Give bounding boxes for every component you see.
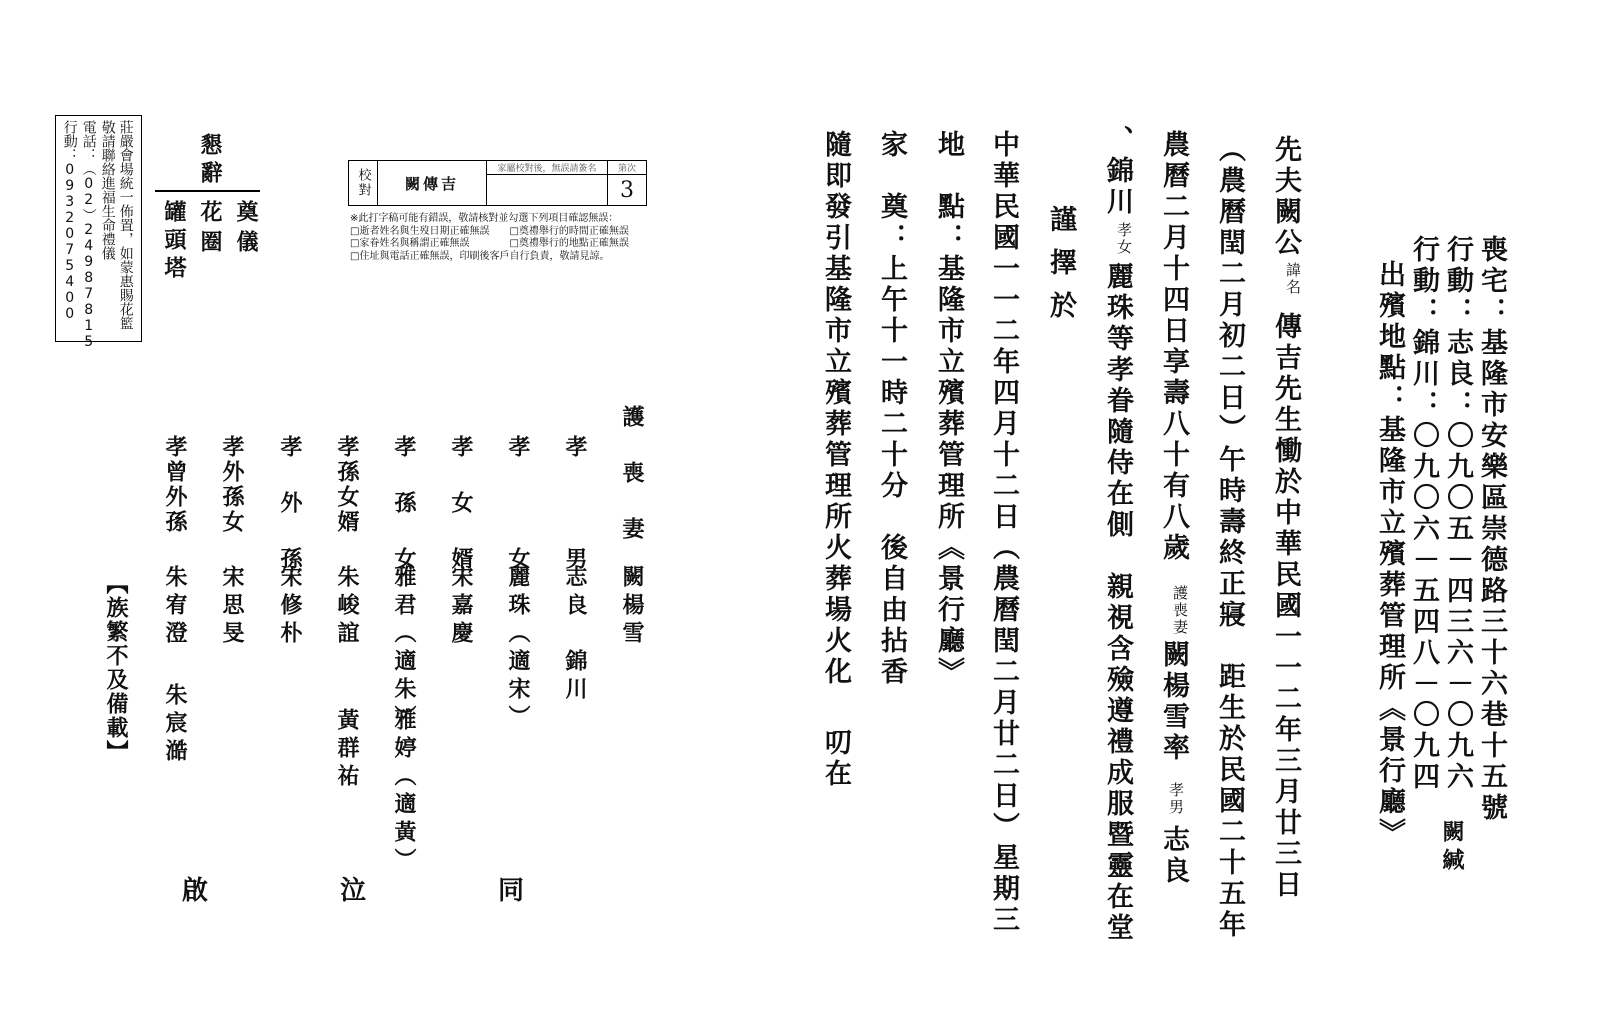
obituary-col-3-note2: 孝男 <box>1167 782 1185 816</box>
obituary-col-2: （農曆閏二月初二日）午時壽終正寢 距生於民國二十五年 <box>1214 135 1245 941</box>
obituary-col-7: 地 點：基隆市立殯葬管理所《景行廳》 <box>933 130 964 688</box>
mourner-relation-9: 孝曾外孫 <box>162 435 187 535</box>
obituary-col-6: 中華民國一一二年四月十二日（農曆閏二月廿二日）星期三 <box>988 130 1019 936</box>
gift-header: 懇辭 <box>197 133 222 189</box>
obituary-col-1b: 傳吉先生慟於中華民國一一二年三月廿三日 <box>1270 312 1301 901</box>
gift-divider <box>155 190 260 192</box>
mourner-relation-1: 護 喪 妻 <box>619 405 644 545</box>
mourner-names-3: 麗珠（適宋） <box>505 565 530 733</box>
mobile-line-2: 行動：錦川：〇九〇六－五四八－〇九四 <box>1408 235 1439 793</box>
mourner-relation-4: 孝 女 婿 <box>448 435 473 575</box>
mobile-line-1: 行動：志良：〇九〇五－四三六－〇九六 <box>1442 235 1473 793</box>
obituary-col-4a: 、錦川 <box>1102 125 1133 218</box>
mourner-relation-8: 孝外孫女 <box>219 435 244 535</box>
mourner-names-9b: 朱宸澔 <box>162 683 187 767</box>
obituary-col-3-name: 闕楊雪率 <box>1158 640 1189 764</box>
funeral-location-line: 出殯地點：基隆市立殯葬管理所《景行廳》 <box>1374 260 1405 849</box>
signoff: 闕緘 <box>1439 820 1464 876</box>
proof-note-3: □家眷姓名與稱謂正確無誤 □奠禮舉行的地點正確無誤 <box>350 238 629 249</box>
proof-table <box>348 160 647 206</box>
mourner-relation-6: 孝孫女婿 <box>334 435 359 535</box>
proof-times-value: 3 <box>608 175 647 206</box>
mourner-names-7: 宋修朴 <box>277 565 302 649</box>
proof-signature-cell[interactable] <box>487 175 608 206</box>
mourner-names-5b: 雅婷（適黃） <box>391 708 416 876</box>
gift-item-1: 奠儀 <box>233 200 258 260</box>
proof-family-header: 家屬校對後，無誤請簽名 <box>487 161 608 175</box>
bottom-word-qi: 泣 <box>340 876 377 906</box>
mourner-relation-3: 孝 女 <box>505 435 530 575</box>
obituary-col-5: 謹擇於 <box>1045 205 1076 334</box>
obituary-col-4-note: 孝女 <box>1115 222 1133 256</box>
obituary-col-3: 農曆二月十四日享壽八十有八歲 <box>1158 130 1189 564</box>
mourner-names-6: 朱峻誼 <box>334 565 359 649</box>
mourner-names-6b: 黃群祐 <box>334 708 359 792</box>
contact-col-4: 行動：0932075400 <box>61 120 78 322</box>
obituary-col-9a: 隨即發引基隆市立殯葬管理所火葬場火化 <box>820 130 851 688</box>
contact-col-1: 莊嚴會場統一佈置，如蒙惠賜花籃 <box>117 120 134 330</box>
proof-note-1: ※此打字稿可能有錯誤，敬請核對並勾選下列項目確認無誤： <box>350 213 619 224</box>
contact-box <box>55 115 142 350</box>
mourner-relation-2: 孝 男 <box>562 435 587 575</box>
obituary-col-3-note1: 護喪妻 <box>1171 585 1189 636</box>
proof-label-cell <box>349 161 378 206</box>
contact-col-2: 敬請聯絡進福生命禮儀 <box>99 120 116 260</box>
residence-line: 喪宅：基隆市安樂區崇德路三十六巷十五號 <box>1476 235 1507 824</box>
obituary-col-4b: 麗珠等孝眷隨侍在側 親視含殮遵禮成服暨靈在堂 <box>1102 262 1133 944</box>
mourner-names-1: 闕楊雪 <box>619 565 644 649</box>
gift-item-3: 罐頭塔 <box>161 200 186 284</box>
proof-notes <box>350 213 680 263</box>
obituary-col-8: 家 奠：上午十一時二十分 後自由拈香 <box>876 130 907 688</box>
proof-name: 闕傳吉 <box>378 161 487 206</box>
obituary-col-1a: 先夫闕公 <box>1270 135 1301 259</box>
obituary-col-9b: 叨在 <box>820 728 851 790</box>
obituary-col-3-name2: 志良 <box>1158 825 1189 887</box>
mourner-names-5: 雅君（適朱） <box>391 565 416 733</box>
bottom-word-tong: 同 <box>498 876 535 906</box>
proof-note-2: □逝者姓名與生歿日期正確無誤 □奠禮舉行的時間正確無誤 <box>350 225 629 237</box>
proof-note-4: □住址與電話正確無誤，印刷後客戶自行負責，敬請見諒。 <box>350 250 610 262</box>
proof-times-header: 第次 <box>608 161 647 175</box>
bottom-word-qi2: 啟 <box>182 876 219 906</box>
mourner-relation-5: 孝 孫 女 <box>391 435 416 575</box>
gift-item-2: 花圈 <box>197 200 222 260</box>
mourner-names-9: 朱宥澄 <box>162 565 187 649</box>
contact-col-3: 電話：（02）24987815 <box>80 120 97 350</box>
mourner-names-2: 志良 錦川 <box>562 565 587 705</box>
mourner-names-8: 宋思旻 <box>219 565 244 649</box>
mourner-relation-7: 孝 外 孫 <box>277 435 302 575</box>
proof-label: 校對 <box>355 168 371 198</box>
mourner-names-4: 宋嘉慶 <box>448 565 473 649</box>
family-note: 【族繁不及備載】 <box>103 572 128 764</box>
obituary-col-1-note: 諱名 <box>1284 262 1302 296</box>
